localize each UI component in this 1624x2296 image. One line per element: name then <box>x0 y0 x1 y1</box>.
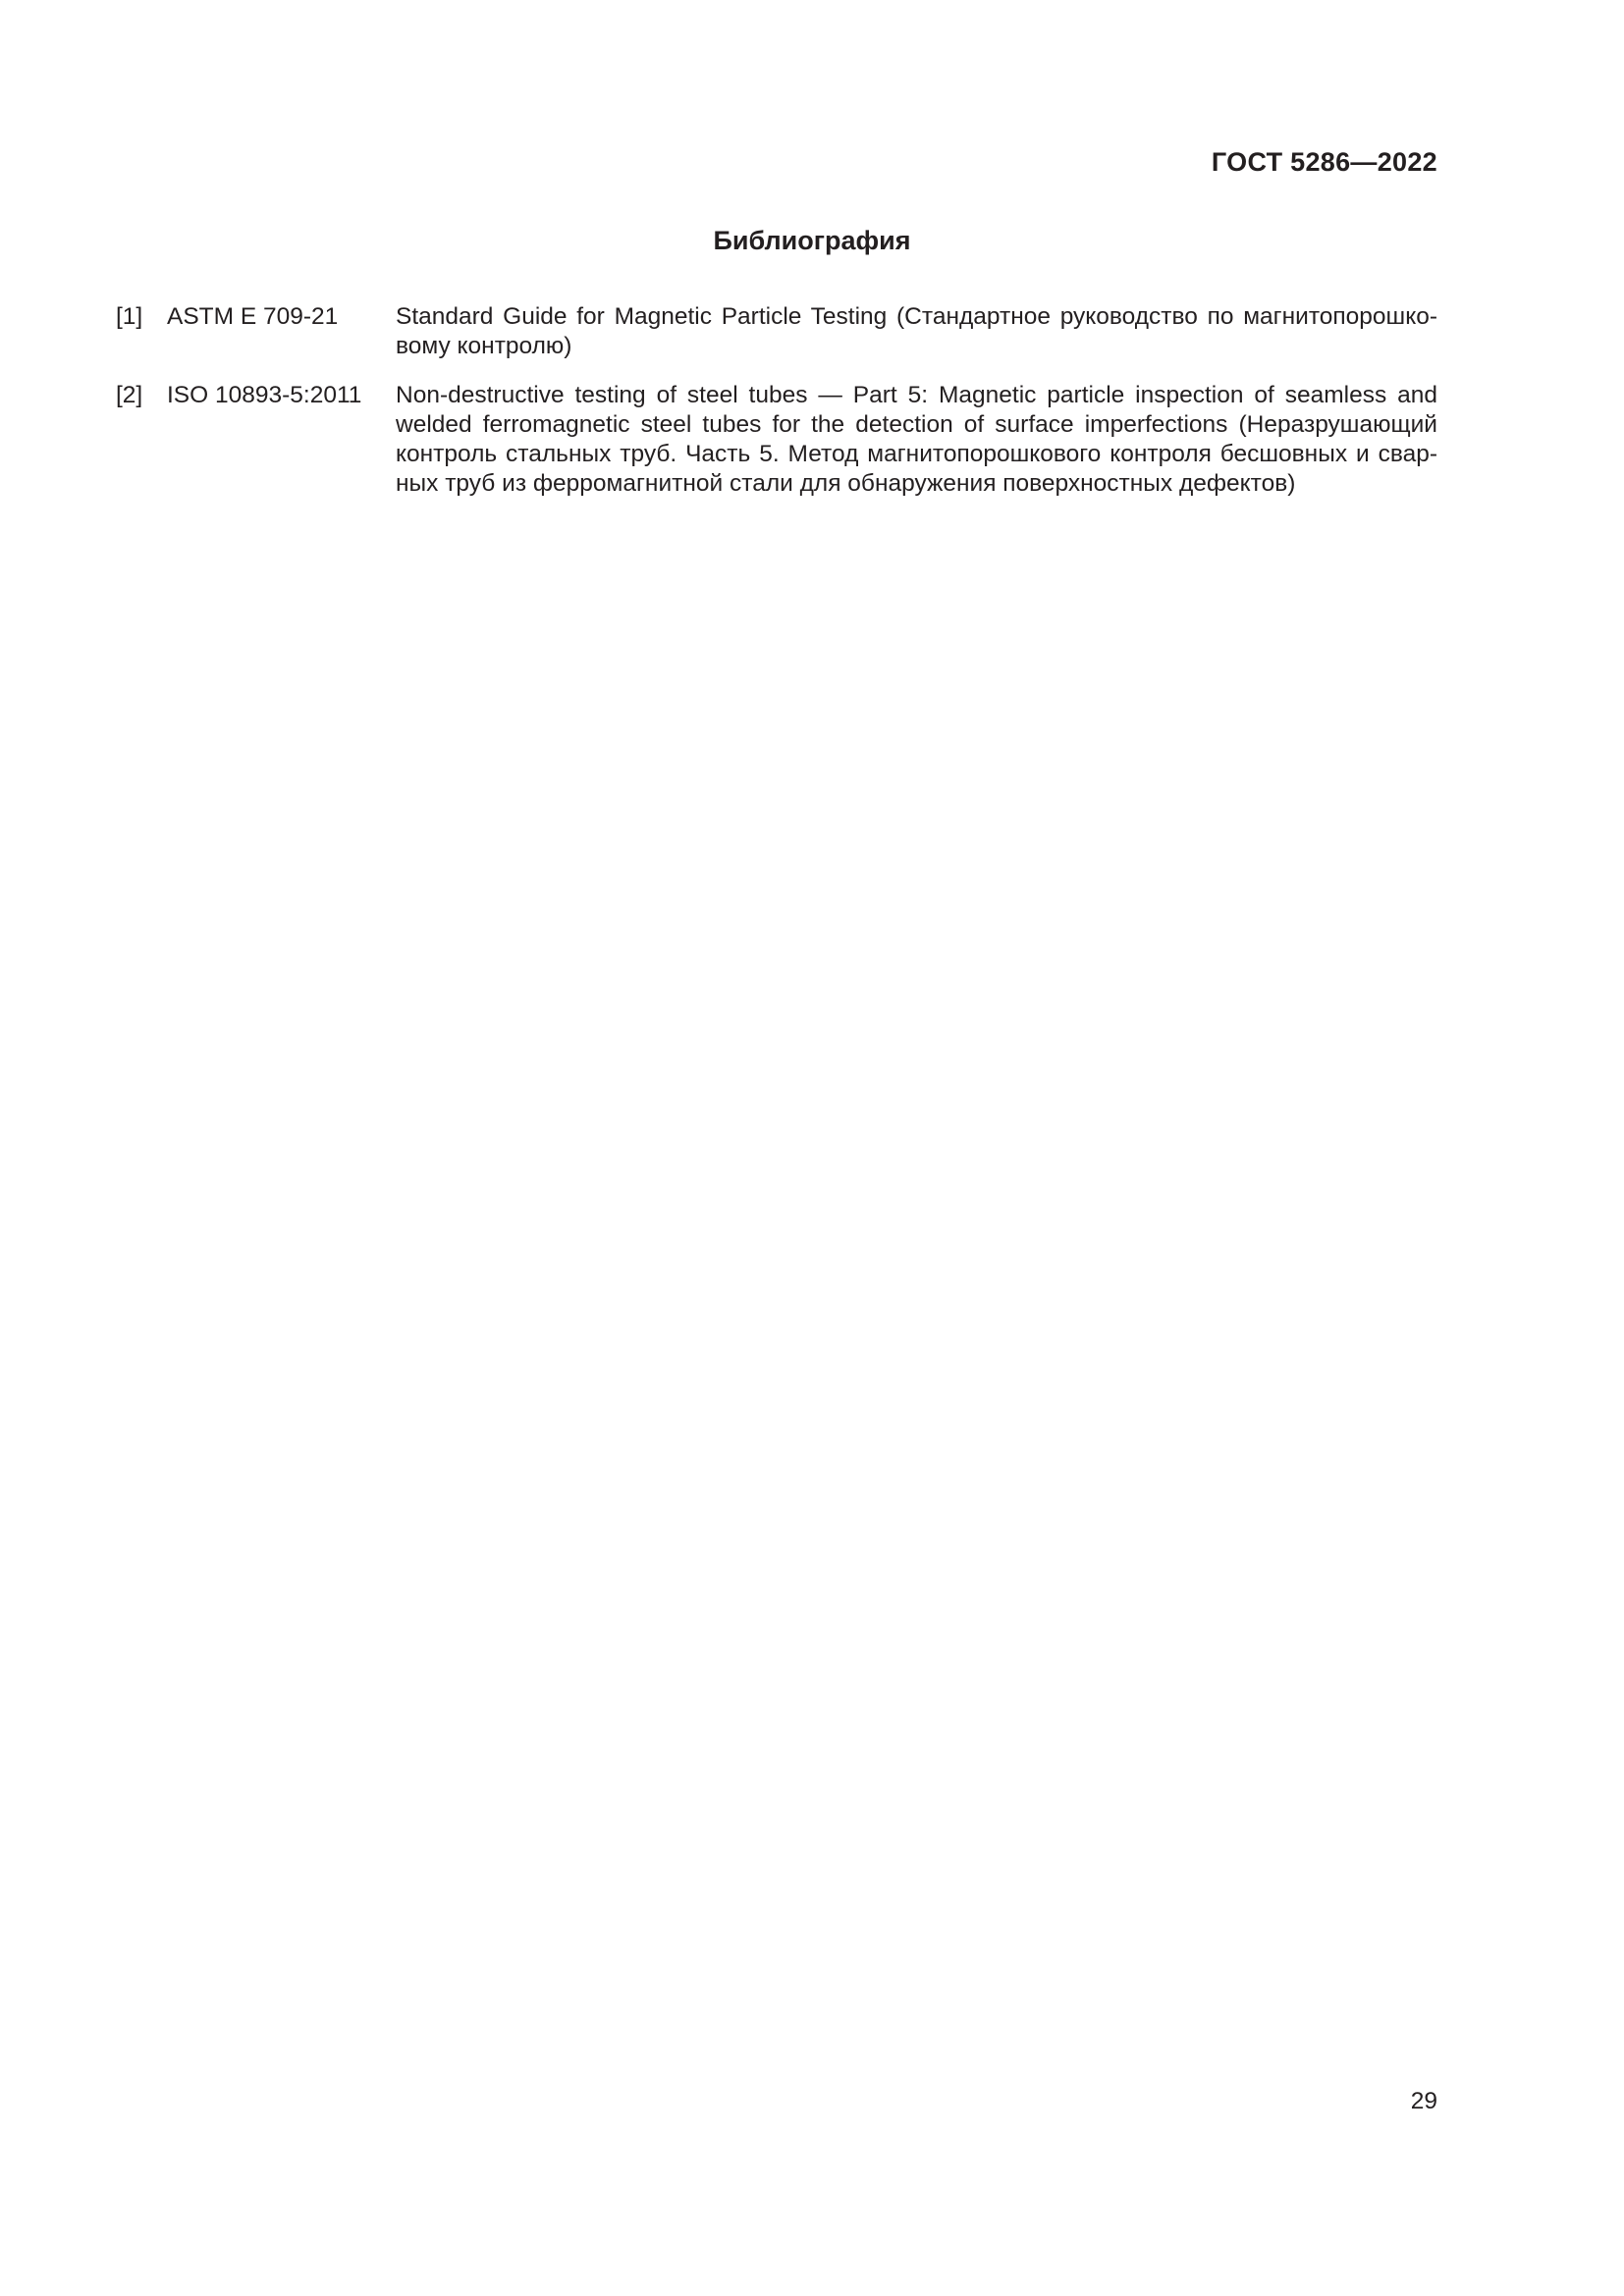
entry-reference: ASTM E 709-21 <box>167 303 339 330</box>
entry-title: Standard Guide for Magnetic Particle Testing (Стандартное руководство по магнитопорошковому контролю) <box>396 303 1437 359</box>
bibliography-entry <box>116 381 1437 499</box>
entry-reference: ISO 10893-5:2011 <box>167 382 362 408</box>
page-number: 29 <box>1410 2088 1437 2114</box>
entry-number: [1] <box>116 303 143 330</box>
entry-number: [2] <box>116 382 143 408</box>
bibliography-entry <box>116 302 1437 361</box>
section-title: Библиография <box>713 226 911 255</box>
entry-title: Non-destructive testing of steel tubes — Part 5: Magnetic particle inspection of seamless and welded ferromagnetic steel tubes for the detection of surface imperfections (Неразрушающий контроль стальных труб. Часть 5. Метод магнитопорошкового контроля бесшовных и сварных труб из ферромагнитной стали для обнаружения поверхностных дефектов) <box>396 382 1437 497</box>
document-code-header: ГОСТ 5286—2022 <box>1211 147 1437 177</box>
bibliography-list <box>116 302 1437 518</box>
